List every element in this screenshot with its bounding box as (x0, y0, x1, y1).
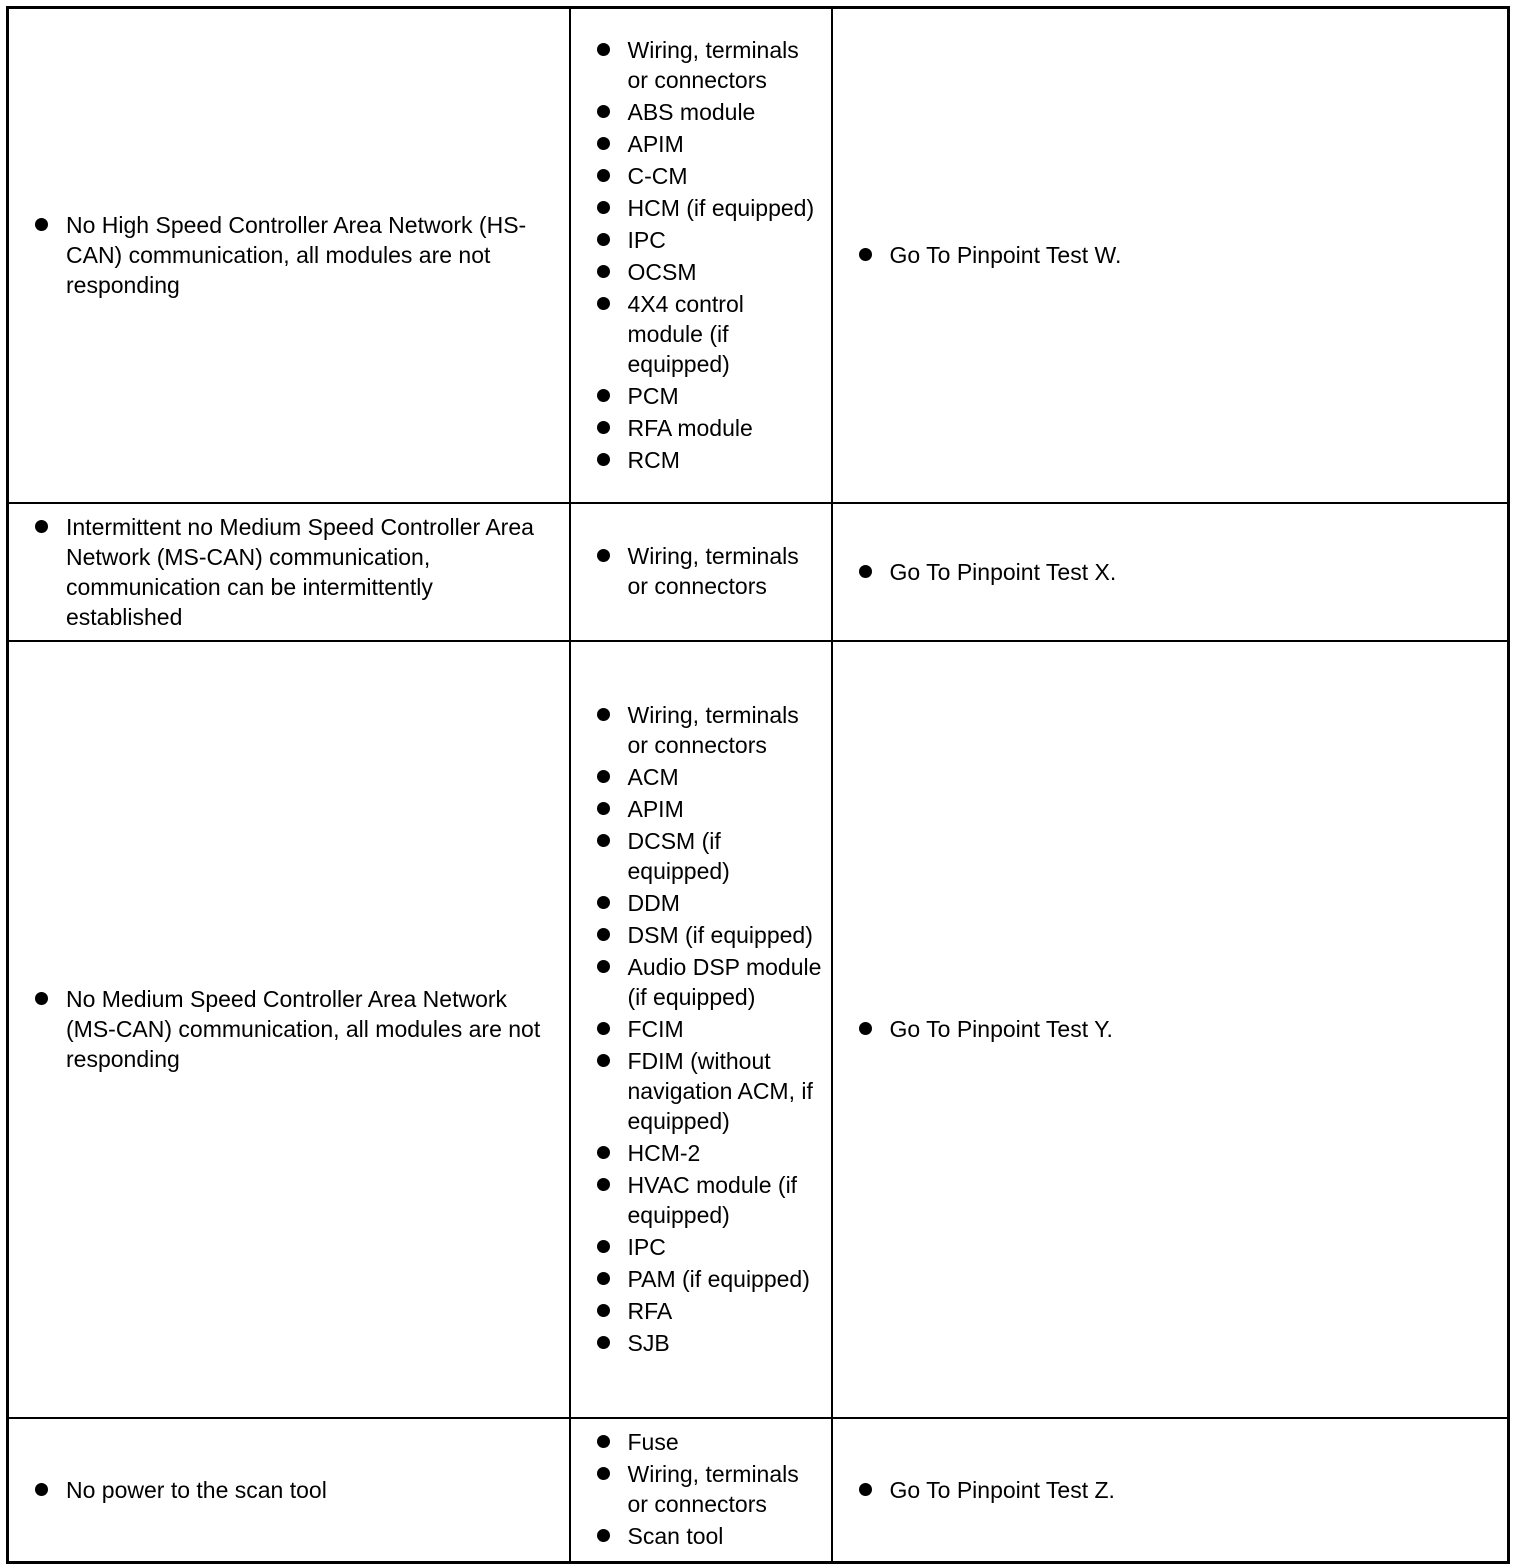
symptom-cell (8, 1418, 570, 1563)
action-text: Go To Pinpoint Test Z. (890, 1475, 1508, 1505)
list-item: Wiring, terminals or connectors (628, 541, 825, 601)
action-text: Go To Pinpoint Test W. (890, 240, 1508, 270)
list-item: PCM (628, 381, 825, 411)
symptom-text: No High Speed Controller Area Network (HS-CAN) communication, all modules are not responding (66, 210, 555, 300)
list-item: DCSM (if equipped) (628, 826, 825, 886)
list-item: FDIM (without navigation ACM, if equipped) (628, 1046, 825, 1136)
list-item: RCM (628, 445, 825, 475)
symptom-text: No power to the scan tool (66, 1475, 555, 1505)
symptom-text: No Medium Speed Controller Area Network (MS-CAN) communication, all modules are not responding (66, 984, 555, 1074)
table-row (8, 503, 1509, 641)
list-item: HCM (if equipped) (628, 193, 825, 223)
list-item: HCM-2 (628, 1138, 825, 1168)
list-item: RFA module (628, 413, 825, 443)
list-item: Scan tool (628, 1521, 825, 1551)
list-item: Fuse (628, 1427, 825, 1457)
table-row (8, 8, 1509, 503)
symptom-cell (8, 8, 570, 503)
list-item: Wiring, terminals or connectors (628, 700, 825, 760)
list-item: RFA (628, 1296, 825, 1326)
possible-sources-cell (570, 641, 832, 1418)
symptom-text: Intermittent no Medium Speed Controller Area Network (MS-CAN) communication, communication can be intermittently established (66, 512, 555, 632)
list-item: DSM (if equipped) (628, 920, 825, 950)
action-cell (832, 503, 1509, 641)
list-item: HVAC module (if equipped) (628, 1170, 825, 1230)
list-item: OCSM (628, 257, 825, 287)
list-item: 4X4 control module (if equipped) (628, 289, 825, 379)
possible-sources-cell (570, 1418, 832, 1563)
symptom-cell (8, 641, 570, 1418)
list-item: SJB (628, 1328, 825, 1358)
list-item: APIM (628, 129, 825, 159)
list-item: Wiring, terminals or connectors (628, 1459, 825, 1519)
list-item: ACM (628, 762, 825, 792)
action-text: Go To Pinpoint Test Y. (890, 1014, 1508, 1044)
list-item: Audio DSP module (if equipped) (628, 952, 825, 1012)
diagnostic-table (6, 6, 1510, 1564)
list-item: C-CM (628, 161, 825, 191)
action-cell (832, 1418, 1509, 1563)
possible-sources-cell (570, 8, 832, 503)
symptom-cell (8, 503, 570, 641)
table-row (8, 641, 1509, 1418)
table-row (8, 1418, 1509, 1563)
list-item: APIM (628, 794, 825, 824)
list-item: PAM (if equipped) (628, 1264, 825, 1294)
list-item: DDM (628, 888, 825, 918)
list-item: Wiring, terminals or connectors (628, 35, 825, 95)
possible-sources-cell (570, 503, 832, 641)
action-cell (832, 641, 1509, 1418)
list-item: IPC (628, 1232, 825, 1262)
list-item: ABS module (628, 97, 825, 127)
action-text: Go To Pinpoint Test X. (890, 557, 1508, 587)
list-item: FCIM (628, 1014, 825, 1044)
list-item: IPC (628, 225, 825, 255)
action-cell (832, 8, 1509, 503)
